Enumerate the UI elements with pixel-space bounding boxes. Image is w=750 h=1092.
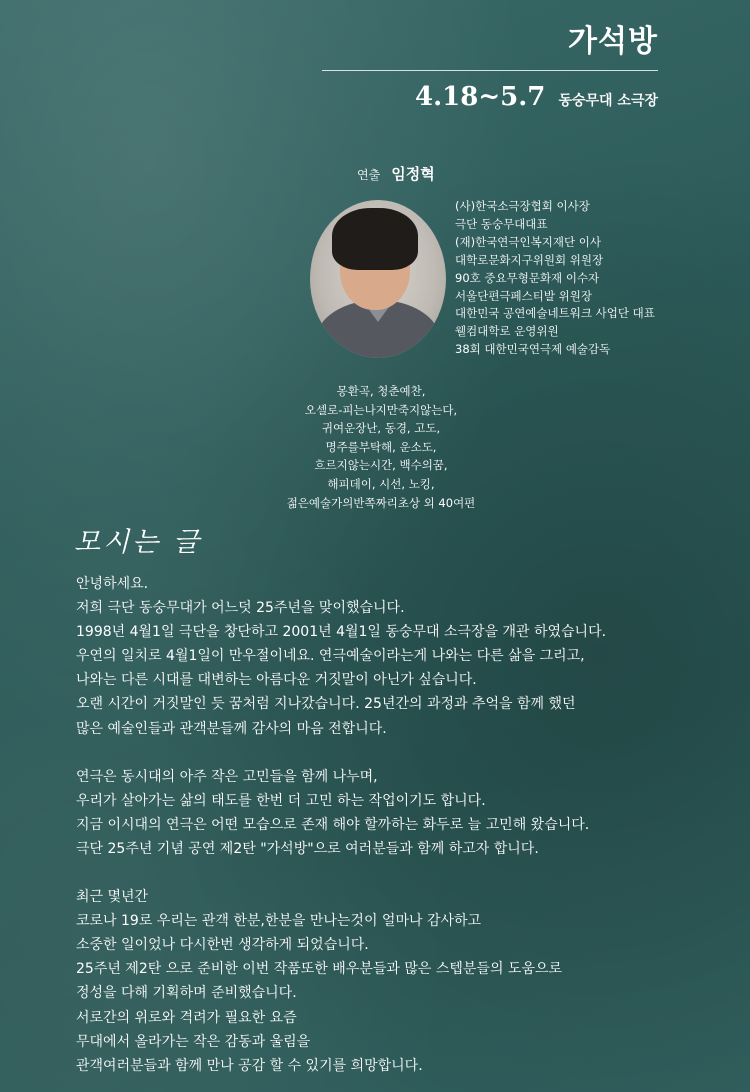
letter-line: 코로나 19로 우리는 관객 한분,한분을 만나는것이 얼마나 감사하고 [76, 913, 482, 930]
credential-item: 극단 동숭무대대표 [455, 216, 548, 231]
letter-line: 서로간의 위로와 격려가 필요한 요즘 [76, 1009, 297, 1026]
letter-line: 저희 극단 동숭무대가 어느덧 25주년을 맞이했습니다. [76, 600, 405, 617]
works-line: 오셀로-피는나지만죽지않는다, [304, 402, 458, 417]
greeting-letter [76, 572, 726, 1078]
director-works [0, 382, 750, 512]
schedule-line [415, 82, 658, 112]
credential-item: 웰컴대학로 운영위원 [455, 324, 559, 339]
letter-line: 소중한 일이었나 다시한번 생각하게 되었습니다. [76, 937, 369, 954]
show-title: 가석방 [568, 24, 658, 59]
credential-item: 90호 중요무형문화재 이수자 [455, 270, 600, 285]
letter-line: 정성을 다해 기획하며 준비했습니다. [76, 985, 297, 1002]
director-heading [357, 163, 435, 184]
credential-item: 대한민국 공연예술네트워크 사업단 대표 [455, 306, 655, 321]
title-divider [322, 70, 658, 71]
letter-line: 우리가 살아가는 삶의 태도를 한번 더 고민 하는 작업이기도 합니다. [76, 792, 486, 809]
letter-line: 나와는 다른 시대를 대변하는 아름다운 거짓말이 아닌가 싶습니다. [76, 672, 477, 689]
letter-line: 오랜 시간이 거짓말인 듯 꿈처럼 지나갔습니다. 25년간의 과정과 추억을 함께 했던 [76, 696, 576, 713]
works-line: 젊은예술가의반쪽짜리초상 외 40여편 [286, 495, 476, 510]
director-name: 임정혁 [391, 165, 435, 183]
works-line: 몽환곡, 청춘예찬, [336, 384, 426, 398]
letter-line: 연극은 동시대의 아주 작은 고민들을 함께 나누며, [76, 768, 378, 785]
credential-item: 서울단편극페스티발 위원장 [455, 288, 592, 303]
letter-line: 극단 25주년 기념 공연 제2탄 "가석방"으로 여러분들과 함께 하고자 합니다. [76, 840, 539, 857]
works-line: 해피데이, 시선, 노킹, [327, 476, 435, 491]
letter-line: 많은 예술인들과 관객분들께 감사의 마음 전합니다. [76, 720, 387, 737]
credential-item: (재)한국연극인복지재단 이사 [455, 234, 601, 249]
credential-item: 대학로문화지구위원회 위원장 [455, 252, 604, 267]
letter-line: 안녕하세요. [76, 576, 149, 592]
credential-item: 38회 대한민국연극제 예술감독 [455, 342, 611, 357]
letter-line: 무대에서 올라가는 작은 감동과 울림을 [76, 1033, 311, 1050]
letter-line: 1998년 4월1일 극단을 창단하고 2001년 4월1일 동숭무대 소극장을 개관 하였습니다. [76, 624, 607, 641]
director-photo [310, 200, 446, 358]
works-line: 명주를부탁해, 운소도, [325, 439, 437, 454]
letter-line: 관객여러분들과 함께 만나 공감 할 수 있기를 희망합니다. [76, 1057, 423, 1074]
greeting-heading: 모시는 글 [74, 527, 202, 558]
works-line: 흐르지않는시간, 백수의꿈, [314, 458, 448, 473]
works-line: 귀여운장난, 동경, 고도, [321, 421, 441, 436]
letter-line: 최근 몇년간 [76, 889, 149, 906]
venue-name: 동숭무대 소극장 [558, 93, 658, 109]
letter-paragraph [76, 572, 726, 741]
credential-item: (사)한국소극장협회 이사장 [455, 199, 590, 213]
performance-dates: 4.18~5.7 [415, 82, 546, 112]
letter-line: 지금 이시대의 연극은 어떤 모습으로 존재 해야 할까하는 화두로 늘 고민해 왔습니다. [76, 816, 590, 833]
director-role: 연출 [357, 168, 381, 182]
letter-line: 25주년 제2탄 으로 준비한 이번 작품또한 배우분들과 많은 스텝분들의 도움으로 [76, 961, 563, 978]
letter-paragraph [76, 765, 726, 861]
letter-paragraph [76, 885, 726, 1078]
director-credentials [455, 198, 655, 359]
letter-line: 우연의 일치로 4월1일이 만우절이네요. 연극예술이라는게 나와는 다른 삶을 그리고, [76, 648, 585, 665]
